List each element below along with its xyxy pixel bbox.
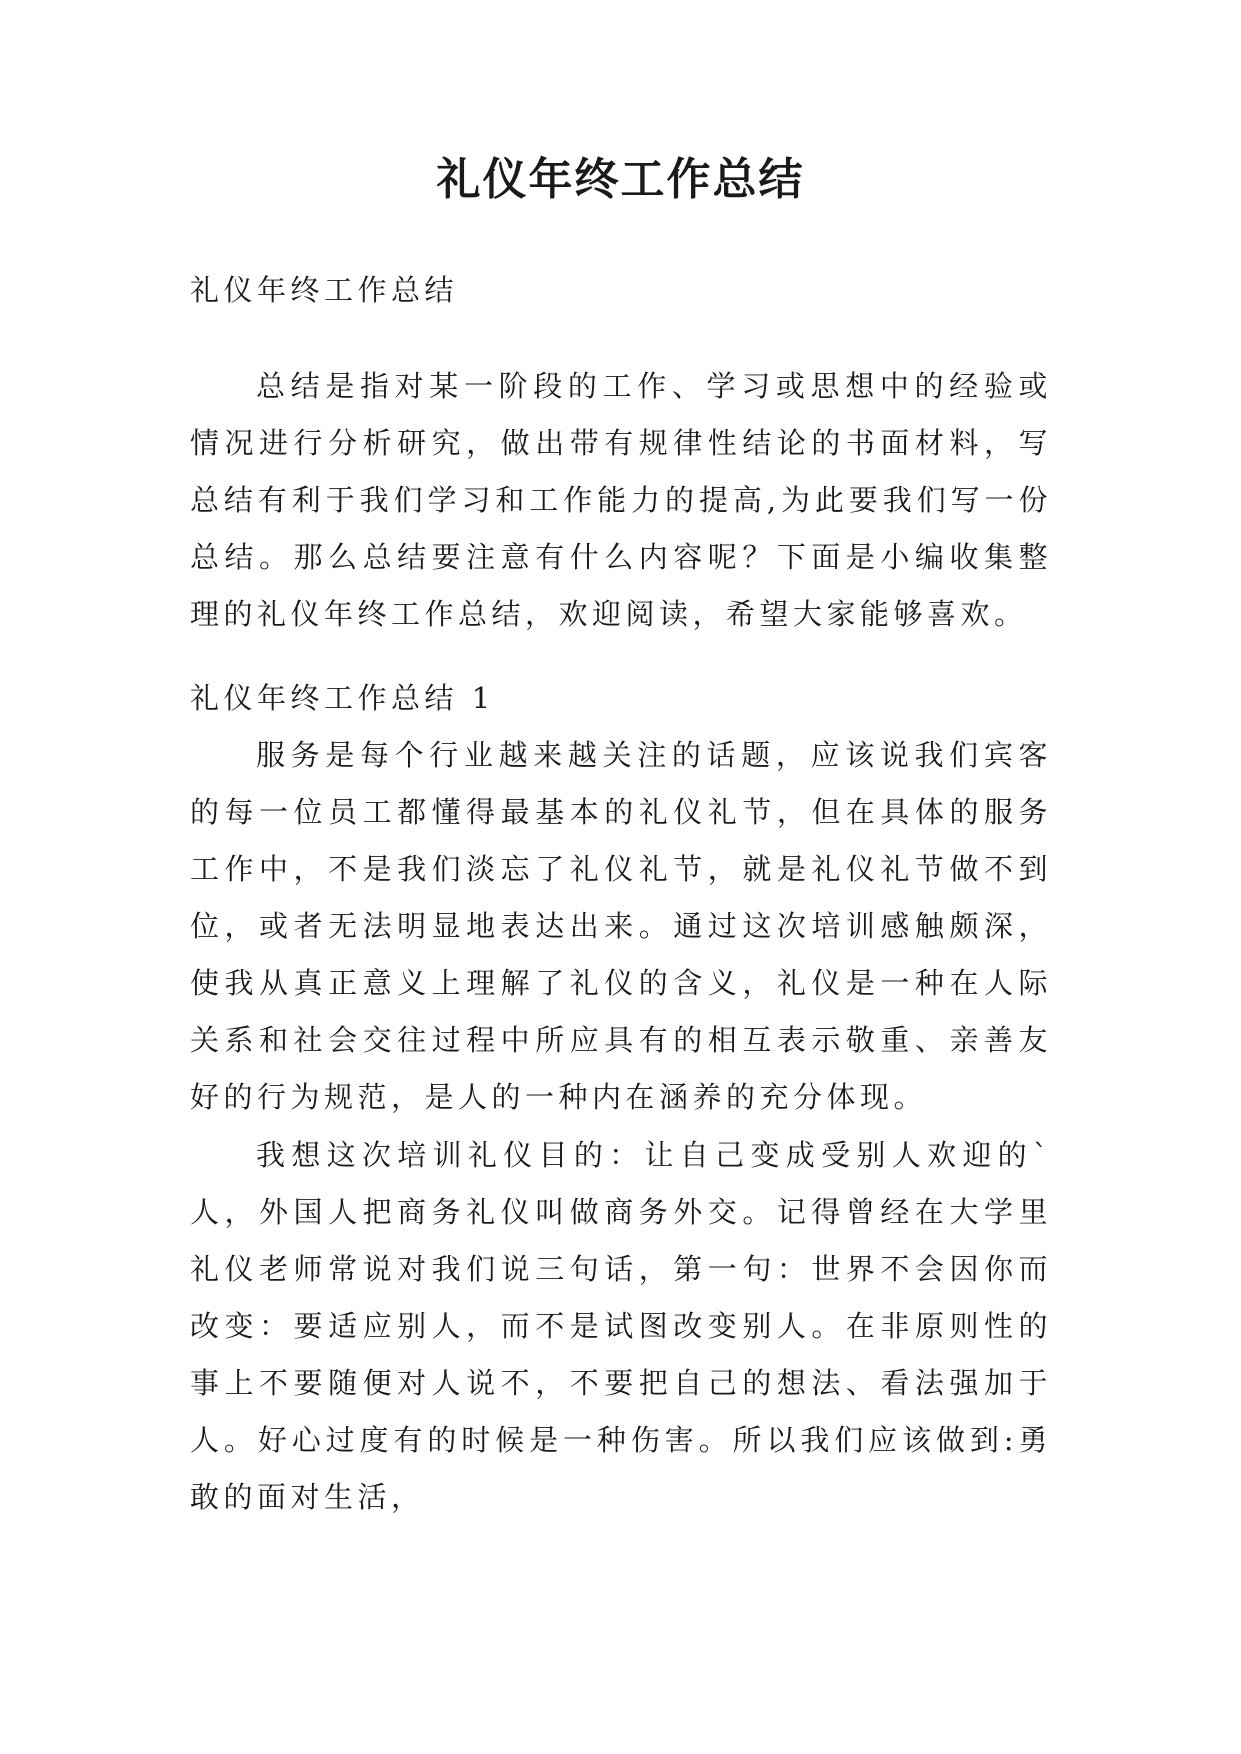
document-title: 礼仪年终工作总结 [436, 154, 805, 205]
section-1-heading: 礼仪年终工作总结 1 [190, 681, 495, 715]
section-1-paragraph-2: 我想这次培训礼仪目的：让自己变成受别人欢迎的`人，外国人把商务礼仪叫做商务外交。记得曾经在大学里礼仪老师常说对我们说三句话，第一句：世界不会因你而改变：要适应别人，而不是试图改变别人。在非原则性的事上不要随便对人说不，不要把自己的想法、看法强加于人。好心过度有的时候是一种伤害。所以我们应该做到:勇敢的面对生活， [190, 1138, 1052, 1514]
section-1-paragraph-1: 服务是每个行业越来越关注的话题，应该说我们宾客的每一位员工都懂得最基本的礼仪礼节，但在具体的服务工作中，不是我们淡忘了礼仪礼节，就是礼仪礼节做不到位，或者无法明显地表达出来。通过这次培训感触颇深，使我从真正意义上理解了礼仪的含义，礼仪是一种在人际关系和社会交往过程中所应具有的相互表示敬重、亲善友好的行为规范，是人的一种内在涵养的充分体现。 [190, 738, 1052, 1114]
intro-paragraph: 总结是指对某一阶段的工作、学习或思想中的经验或情况进行分析研究，做出带有规律性结论的书面材料，写总结有利于我们学习和工作能力的提高,为此要我们写一份总结。那么总结要注意有什么内容呢？下面是小编收集整理的礼仪年终工作总结，欢迎阅读，希望大家能够喜欢。 [190, 369, 1052, 631]
document-subtitle: 礼仪年终工作总结 [190, 273, 459, 307]
